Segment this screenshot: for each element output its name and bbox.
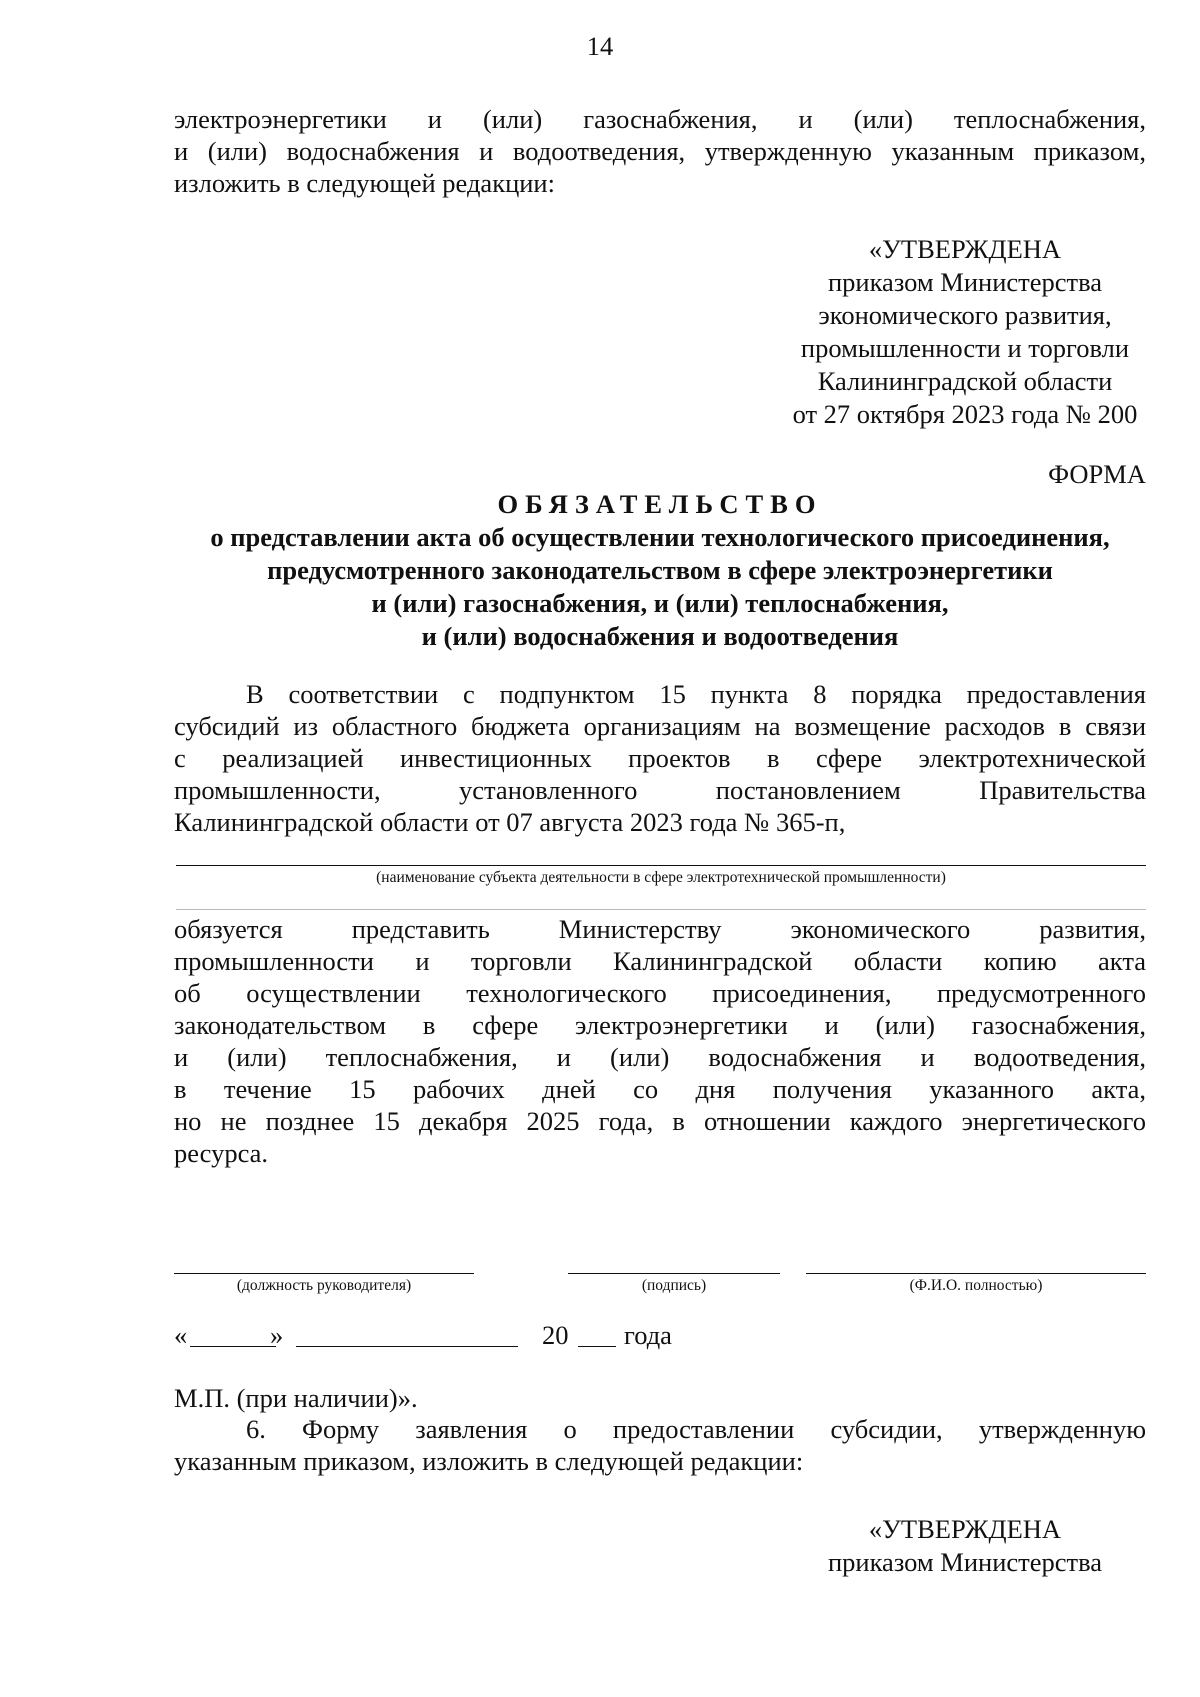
- paragraph-2-line-6: в течение 15 рабочих дней со дня получения указанного акта,: [174, 1074, 1146, 1104]
- entity-name-caption: (наименование субъекта деятельности в сфере электротехнической промышленности): [376, 869, 946, 886]
- approval-line: промышленности и торговли: [800, 333, 1130, 363]
- paragraph-1-line-1: В соответствии с подпунктом 15 пункта 8 порядка предоставления: [246, 679, 1146, 709]
- paragraph-2-line-2: промышленности и торговли Калининградской области копию акта: [174, 946, 1146, 976]
- paragraph-3-line-2: указанным приказом, изложить в следующей редакции:: [174, 1446, 804, 1476]
- month-blank[interactable]: [296, 1346, 518, 1347]
- intro-line-1: электроэнергетики и (или) газоснабжения, и (или) теплоснабжения,: [174, 104, 1146, 134]
- entity-name-blank[interactable]: [176, 865, 1146, 866]
- approval-line: экономического развития,: [818, 300, 1112, 330]
- intro-line-3: изложить в следующей редакции:: [174, 168, 555, 198]
- day-blank[interactable]: [190, 1346, 276, 1347]
- approval-line: приказом Министерства: [827, 267, 1103, 297]
- paragraph-1-line-4: промышленности, установленного постановлением Правительства: [174, 775, 1146, 805]
- paragraph-2-line-1: обязуется представить Министерству экономического развития,: [174, 914, 1146, 944]
- title-line: и (или) газоснабжения, и (или) теплоснабжения,: [371, 588, 949, 618]
- signature-caption: (подпись): [641, 1277, 707, 1294]
- title-line: и (или) водоснабжения и водоотведения: [421, 621, 899, 651]
- date-line: [174, 1318, 774, 1352]
- paragraph-2-line-4: законодательством в сфере электроэнергетики и (или) газоснабжения,: [174, 1010, 1146, 1040]
- paragraph-3-line-1: 6. Форму заявления о предоставлении субсидии, утвержденную: [246, 1414, 1146, 1444]
- paragraph-1-line-5: Калининградской области от 07 августа 2023 года № 365-п,: [174, 807, 846, 837]
- approval-block-2: [770, 1513, 1160, 1579]
- year-prefix: 20: [542, 1320, 569, 1350]
- paragraph-2-line-5: и (или) теплоснабжения, и (или) водоснабжения и водоотведения,: [174, 1042, 1146, 1072]
- title-heading: ОБЯЗАТЕЛЬСТВО: [497, 489, 823, 519]
- stamp-note: М.П. (при наличии)».: [174, 1383, 418, 1413]
- full-name-caption: (Ф.И.О. полностью): [909, 1277, 1043, 1294]
- date-open-quote: «: [174, 1320, 188, 1350]
- title-line: предусмотренного законодательством в сфере электроэнергетики: [267, 555, 1053, 585]
- position-caption: (должность руководителя): [236, 1277, 412, 1294]
- year-suffix: года: [624, 1320, 672, 1350]
- paragraph-2-line-8: ресурса.: [174, 1138, 269, 1168]
- approval-line: «УТВЕРЖДЕНА: [868, 234, 1062, 264]
- year-blank[interactable]: [578, 1346, 616, 1347]
- approval-block: [770, 233, 1160, 431]
- form-label: ФОРМА: [1048, 459, 1146, 489]
- title-line: о представлении акта об осуществлении технологического присоединения,: [210, 522, 1110, 552]
- approval-line: от 27 октября 2023 года № 200: [792, 399, 1138, 429]
- paragraph-1-line-3: с реализацией инвестиционных проектов в сфере электротехнической: [174, 743, 1146, 773]
- page-number: 14: [586, 31, 614, 61]
- paragraph-2-line-7: но не позднее 15 декабря 2025 года, в отношении каждого энергетического: [174, 1106, 1146, 1136]
- document-title: [120, 488, 1200, 653]
- approval-line: приказом Министерства: [827, 1547, 1103, 1577]
- date-close-quote: »: [270, 1320, 284, 1350]
- position-blank[interactable]: [174, 1273, 474, 1274]
- approval-line: Калининградской области: [817, 366, 1113, 396]
- approval-line: «УТВЕРЖДЕНА: [868, 1514, 1062, 1544]
- paragraph-2-line-3: об осуществлении технологического присоединения, предусмотренного: [174, 978, 1146, 1008]
- signature-blank[interactable]: [568, 1273, 780, 1274]
- paragraph-1-line-2: субсидий из областного бюджета организациям на возмещение расходов в связи: [174, 711, 1146, 741]
- full-name-blank[interactable]: [806, 1273, 1146, 1274]
- intro-line-2: и (или) водоснабжения и водоотведения, утвержденную указанным приказом,: [174, 136, 1146, 166]
- entity-name-blank-2[interactable]: [176, 909, 1146, 910]
